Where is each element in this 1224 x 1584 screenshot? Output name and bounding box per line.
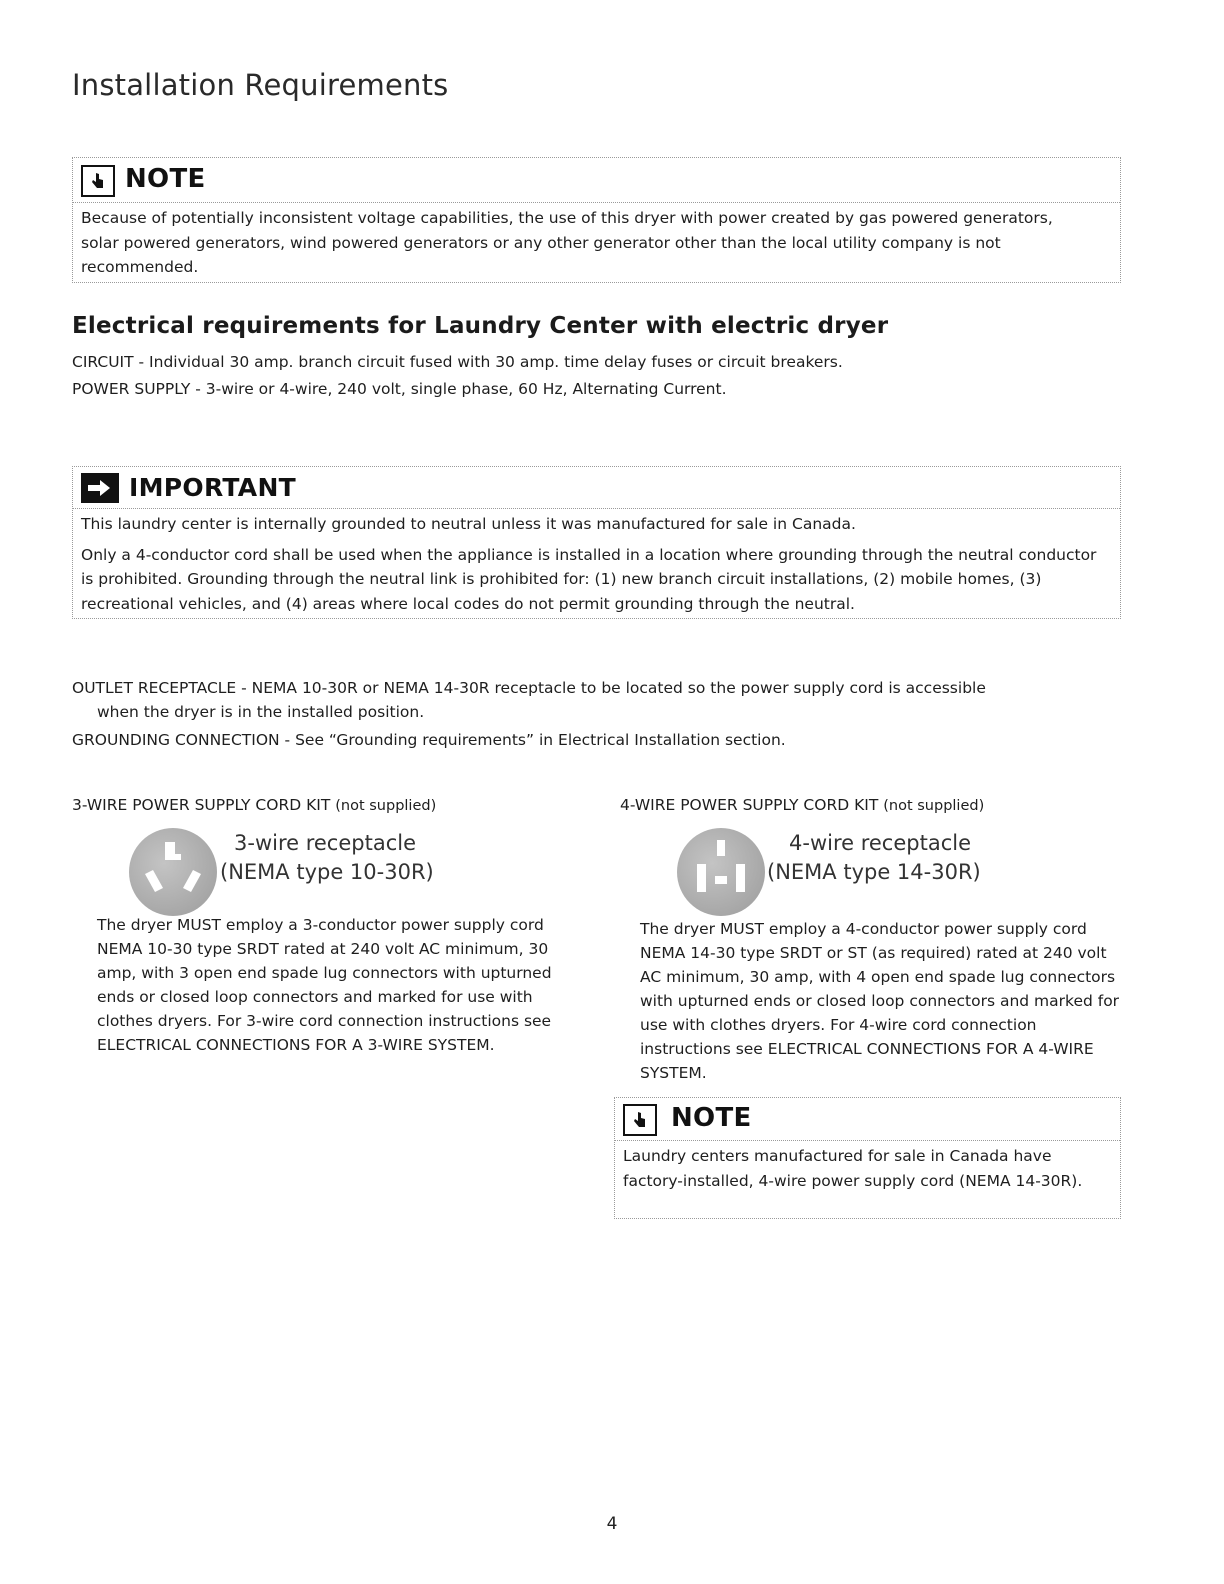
nema-10-30r-receptacle-icon: [129, 828, 217, 916]
page-title: Installation Requirements: [72, 68, 449, 102]
circuit-text: CIRCUIT - Individual 30 amp. branch circuit fused with 30 amp. time delay fuses or circuit breakers.: [72, 353, 843, 371]
kit3-title-text: 3-WIRE POWER SUPPLY CORD KIT: [72, 796, 331, 814]
note-hand-icon: [623, 1104, 657, 1136]
note-hand-icon: [81, 165, 115, 197]
note-label: NOTE: [671, 1103, 752, 1133]
important-header: [73, 467, 1120, 509]
kit4-receptacle-line2: (NEMA type 14-30R): [767, 860, 981, 884]
electrical-heading: Electrical requirements for Laundry Center with electric dryer: [72, 313, 889, 339]
kit4-text: The dryer MUST employ a 4-conductor power supply cord NEMA 14-30 type SRDT or ST (as required) rated at 240 volt AC minimum, 30 amp, with 4 open end spade lug connectors with upturned ends or closed loop connectors and marked for use with clothes dryers. For 4-wire cord connection instructions see ELECTRICAL CONNECTIONS FOR A 4-WIRE SYSTEM.: [640, 920, 1120, 1082]
note-text: Because of potentially inconsistent voltage capabilities, the use of this dryer with power created by gas powered generators, solar powered generators, wind powered generators or any other generator other than the local utility company is not recommended.: [81, 209, 1053, 276]
grounding-connection-text: GROUNDING CONNECTION - See “Grounding requirements” in Electrical Installation section.: [72, 731, 786, 749]
kit4-receptacle-label: [767, 829, 981, 887]
important-label: IMPORTANT: [129, 473, 297, 502]
kit4-title-text: 4-WIRE POWER SUPPLY CORD KIT: [620, 796, 879, 814]
nema-14-30r-receptacle-icon: [677, 828, 765, 916]
outlet-receptacle-text: OUTLET RECEPTACLE - NEMA 10-30R or NEMA 14-30R receptacle to be located so the power supply cord is accessible: [72, 679, 986, 697]
kit3-sub: (not supplied): [335, 798, 437, 814]
note-header: [615, 1098, 1120, 1141]
kit3-receptacle-line1: 3-wire receptacle: [234, 831, 417, 855]
arrow-right-icon: [81, 473, 119, 503]
important-text: [81, 512, 1112, 616]
kit3-receptacle-label: [220, 829, 434, 887]
important-box: [72, 466, 1121, 619]
kit3-receptacle-line2: (NEMA type 10-30R): [220, 860, 434, 884]
kit4-receptacle-line1: 4-wire receptacle: [789, 831, 972, 855]
note-box: [72, 157, 1121, 283]
kit3-title: [72, 796, 436, 814]
important-paragraph: This laundry center is internally grounded to neutral unless it was manufactured for sale in Canada.: [81, 515, 856, 533]
canada-note-box: [614, 1097, 1121, 1219]
page-number: 4: [606, 1514, 618, 1534]
power-supply-text: POWER SUPPLY - 3-wire or 4-wire, 240 volt, single phase, 60 Hz, Alternating Current.: [72, 380, 727, 398]
note-header: [73, 158, 1120, 203]
kit4-title: [620, 796, 984, 814]
kit4-sub: (not supplied): [883, 798, 985, 814]
important-paragraph: Only a 4-conductor cord shall be used when the appliance is installed in a location where grounding through the neutral conductor is prohibited. Grounding through the neutral link is prohibited for: (1) new branch circuit installations, (2) mobile homes, (3) recreational vehicles, and (4) areas where local codes do not permit grounding through the neutral.: [81, 545, 1097, 613]
kit3-text: The dryer MUST employ a 3-conductor power supply cord NEMA 10-30 type SRDT rated at 240 volt AC minimum, 30 amp, with 3 open end spade lug connectors with upturned ends or closed loop connectors and marked for use with clothes dryers. For 3-wire cord connection instructions see ELECTRICAL CONNECTIONS FOR A 3-WIRE SYSTEM.: [97, 916, 552, 1054]
canada-note-text: Laundry centers manufactured for sale in Canada have factory-installed, 4-wire power supply cord (NEMA 14-30R).: [623, 1147, 1083, 1190]
outlet-receptacle-text-cont: when the dryer is in the installed position.: [97, 703, 425, 721]
note-label: NOTE: [125, 164, 206, 194]
